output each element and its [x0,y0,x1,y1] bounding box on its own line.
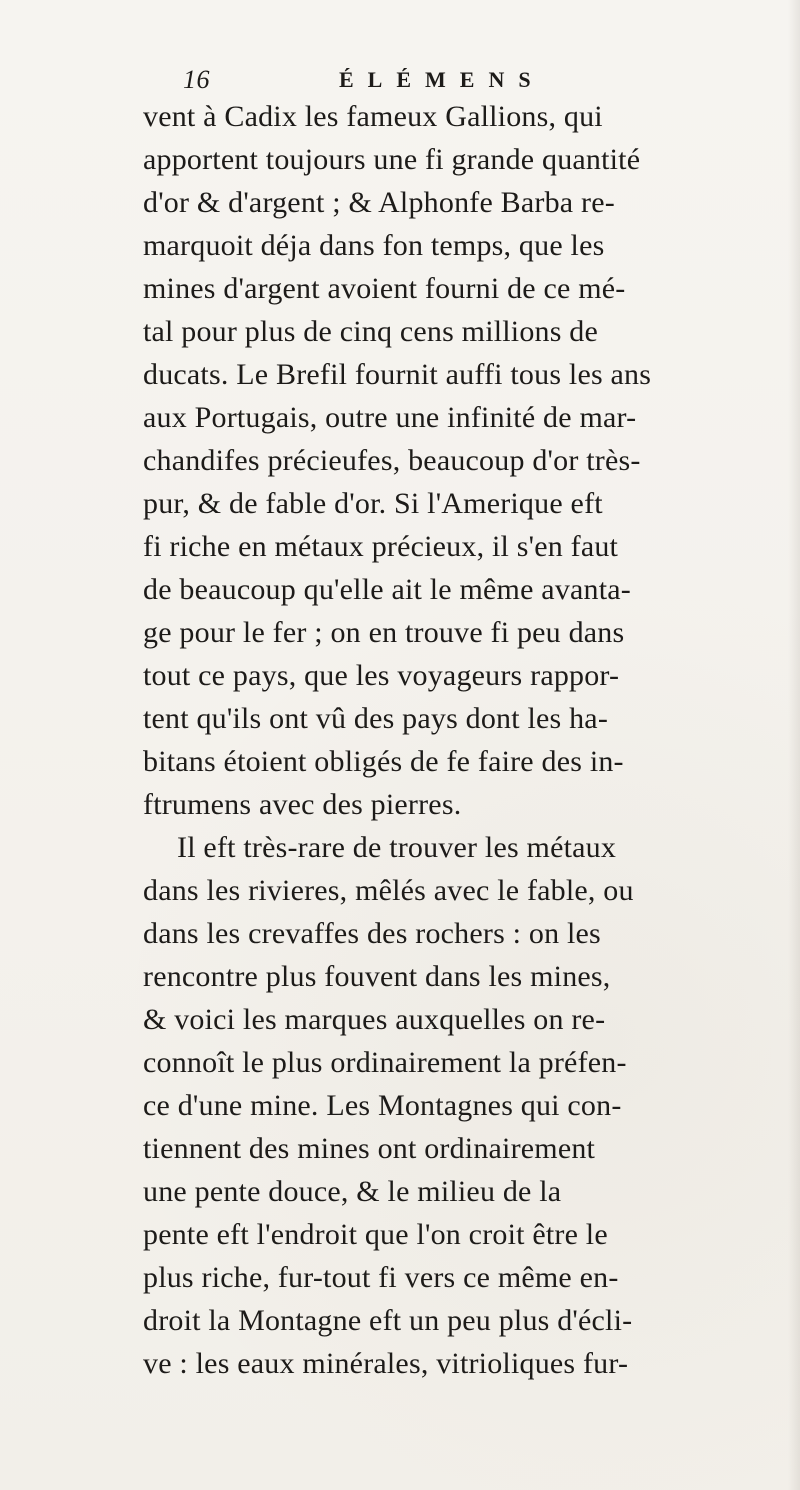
text-line: d'or & d'argent ; & Alphonfe Barba re- [143,186,615,219]
text-line: aux Portugais, outre une infinité de mar- [143,401,637,434]
text-line: tout ce pays, que les voyageurs rappor- [143,659,620,692]
text-line: bitans étoient obligés de fe faire des in- [143,745,624,778]
main-text [143,95,663,1385]
text-line: pur, & de fable d'or. Si l'Amerique eft [143,487,603,520]
text-line: mines d'argent avoient fourni de ce mé- [143,272,626,305]
text-line: de beaucoup qu'elle ait le même avanta- [143,573,631,606]
text-line: fi riche en métaux précieux, il s'en faut [143,530,619,563]
text-line: tent qu'ils ont vû des pays dont les ha- [143,702,609,735]
text-line: tal pour plus de cinq cens millions de [143,315,599,348]
text-line: dans les crevaffes des rochers : on les [143,917,601,950]
text-line: apportent toujours une fi grande quantité [143,143,641,176]
paragraph-start-line: Il eft très-rare de trouver les métaux [177,831,617,864]
text-line: & voici les marques auxquelles on re- [143,1003,606,1036]
running-title: ÉLÉMENS [339,67,545,92]
text-line: ducats. Le Brefil fournit auffi tous les ans [143,358,652,391]
text-line: ce d'une mine. Les Montagnes qui con- [143,1089,622,1122]
page-header [183,60,643,100]
text-line: chandifes précieufes, beaucoup d'or très- [143,444,641,477]
text-line: rencontre plus fouvent dans les mines, [143,960,611,993]
text-line: connoît le plus ordinairement la préfen- [143,1046,627,1079]
text-line: marquoit déja dans fon temps, que les [143,229,605,262]
page-number: 16 [183,65,210,94]
text-line: une pente douce, & le milieu de la [143,1175,562,1208]
text-line: pente eft l'endroit que l'on croit être le [143,1218,608,1251]
text-line: ftrumens avec des pierres. [143,788,462,821]
text-line: tiennent des mines ont ordinairement [143,1132,596,1165]
text-line: vent à Cadix les fameux Gallions, qui [143,100,603,133]
text-line: ve : les eaux minérales, vitrioliques fur- [143,1347,629,1380]
text-line: dans les rivieres, mêlés avec le fable, ou [143,874,634,907]
text-line: ge pour le fer ; on en trouve fi peu dans [143,616,625,649]
page-edge-shadow [788,0,800,1490]
text-line: droit la Montagne eft un peu plus d'écli- [143,1304,633,1337]
text-line: plus riche, fur-tout fi vers ce même en- [143,1261,619,1294]
